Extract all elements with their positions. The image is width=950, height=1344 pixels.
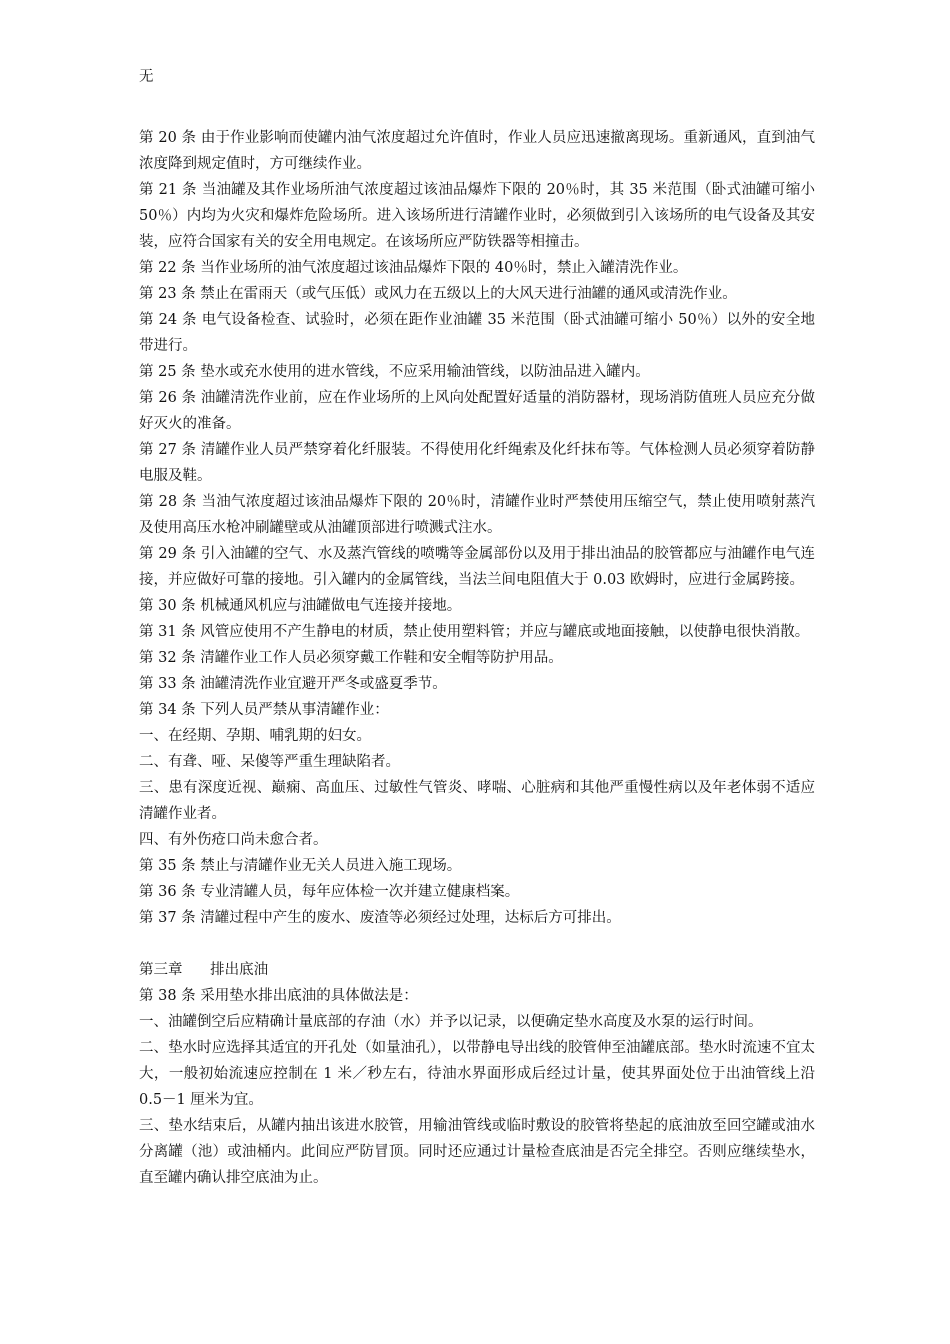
document-body <box>139 125 815 1191</box>
article-31: 第 31 条 风管应使用不产生静电的材质，禁止使用塑料管；并应与罐底或地面接触，以使静电很快消散。 <box>139 624 810 640</box>
article-30: 第 30 条 机械通风机应与油罐做电气连接并接地。 <box>139 598 462 614</box>
article-34: 第 34 条 下列人员严禁从事清罐作业： <box>139 702 389 718</box>
article-25: 第 25 条 垫水或充水使用的进水管线，不应采用输油管线，以防油品进入罐内。 <box>139 364 650 380</box>
article-21: 第 21 条 当油罐及其作业场所油气浓度超过该油品爆炸下限的 20％时，其 35 米范围（卧式油罐可缩小 50％）内均为火灾和爆炸危险场所。进入该场所进行清罐作业时，必须做到引入该场所的电气设备及其安装，应符合国家有关的安全用电规定。在该场所应严防铁器等相撞击。 <box>139 182 815 250</box>
article-33: 第 33 条 油罐清洗作业宜避开严冬或盛夏季节。 <box>139 676 447 692</box>
article-28: 第 28 条 当油气浓度超过该油品爆炸下限的 20％时，清罐作业时严禁使用压缩空气，禁止使用喷射蒸汽及使用高压水枪冲刷罐壁或从油罐顶部进行喷溅式注水。 <box>139 494 815 536</box>
article-20: 第 20 条 由于作业影响而使罐内油气浓度超过允许值时，作业人员应迅速撤离现场。重新通风，直到油气浓度降到规定值时，方可继续作业。 <box>139 130 815 172</box>
article-37: 第 37 条 清罐过程中产生的废水、废渣等必须经过处理，达标后方可排出。 <box>139 910 621 926</box>
article-36: 第 36 条 专业清罐人员，每年应体检一次并建立健康档案。 <box>139 884 520 900</box>
article-34-item-3: 三、患有深度近视、巅痫、高血压、过敏性气管炎、哮喘、心脏病和其他严重慢性病以及年老体弱不适应清罐作业者。 <box>139 780 815 822</box>
chapter-spacer <box>139 931 815 957</box>
article-38: 第 38 条 采用垫水排出底油的具体做法是： <box>139 988 418 1004</box>
article-34-item-4: 四、有外伤疮口尚未愈合者。 <box>139 832 328 848</box>
page-header-text: 无 <box>139 69 154 85</box>
article-34-item-2: 二、有聋、哑、呆傻等严重生理缺陷者。 <box>139 754 400 770</box>
article-27: 第 27 条 清罐作业人员严禁穿着化纤服装。不得使用化纤绳索及化纤抹布等。气体检测人员必须穿着防静电服及鞋。 <box>139 442 815 484</box>
article-38-item-2: 二、垫水时应选择其适宜的开孔处（如量油孔），以带静电导出线的胶管伸至油罐底部。垫水时流速不宜太大，一般初始流速应控制在 1 米／秒左右，待油水界面形成后经过计量，使其界面处位于出油管线上沿 0.5－1 厘米为宜。 <box>139 1040 815 1108</box>
article-23: 第 23 条 禁止在雷雨天（或气压低）或风力在五级以上的大风天进行油罐的通风或清洗作业。 <box>139 286 737 302</box>
chapter-title: 第三章 排出底油 <box>139 962 269 978</box>
article-29: 第 29 条 引入油罐的空气、水及蒸汽管线的喷嘴等金属部份以及用于排出油品的胶管都应与油罐作电气连接，并应做好可靠的接地。引入罐内的金属管线，当法兰间电阻值大于 0.03 欧姆时，应进行金属跨接。 <box>139 546 815 588</box>
article-26: 第 26 条 油罐清洗作业前，应在作业场所的上风向处配置好适量的消防器材，现场消防值班人员应充分做好灭火的准备。 <box>139 390 815 432</box>
article-35: 第 35 条 禁止与清罐作业无关人员进入施工现场。 <box>139 858 462 874</box>
article-24: 第 24 条 电气设备检查、试验时，必须在距作业油罐 35 米范围（卧式油罐可缩小 50％）以外的安全地带进行。 <box>139 312 815 354</box>
article-32: 第 32 条 清罐作业工作人员必须穿戴工作鞋和安全帽等防护用品。 <box>139 650 563 666</box>
article-38-item-1: 一、油罐倒空后应精确计量底部的存油（水）并予以记录，以便确定垫水高度及水泵的运行时间。 <box>139 1014 763 1030</box>
article-22: 第 22 条 当作业场所的油气浓度超过该油品爆炸下限的 40％时，禁止入罐清洗作业。 <box>139 260 688 276</box>
article-38-item-3: 三、垫水结束后，从罐内抽出该进水胶管，用输油管线或临时敷设的胶管将垫起的底油放至回空罐或油水分离罐（池）或油桶内。此间应严防冒顶。同时还应通过计量检查底油是否完全排空。否则应继续垫水，直至罐内确认排空底油为止。 <box>139 1118 815 1186</box>
article-34-item-1: 一、在经期、孕期、哺乳期的妇女。 <box>139 728 371 744</box>
